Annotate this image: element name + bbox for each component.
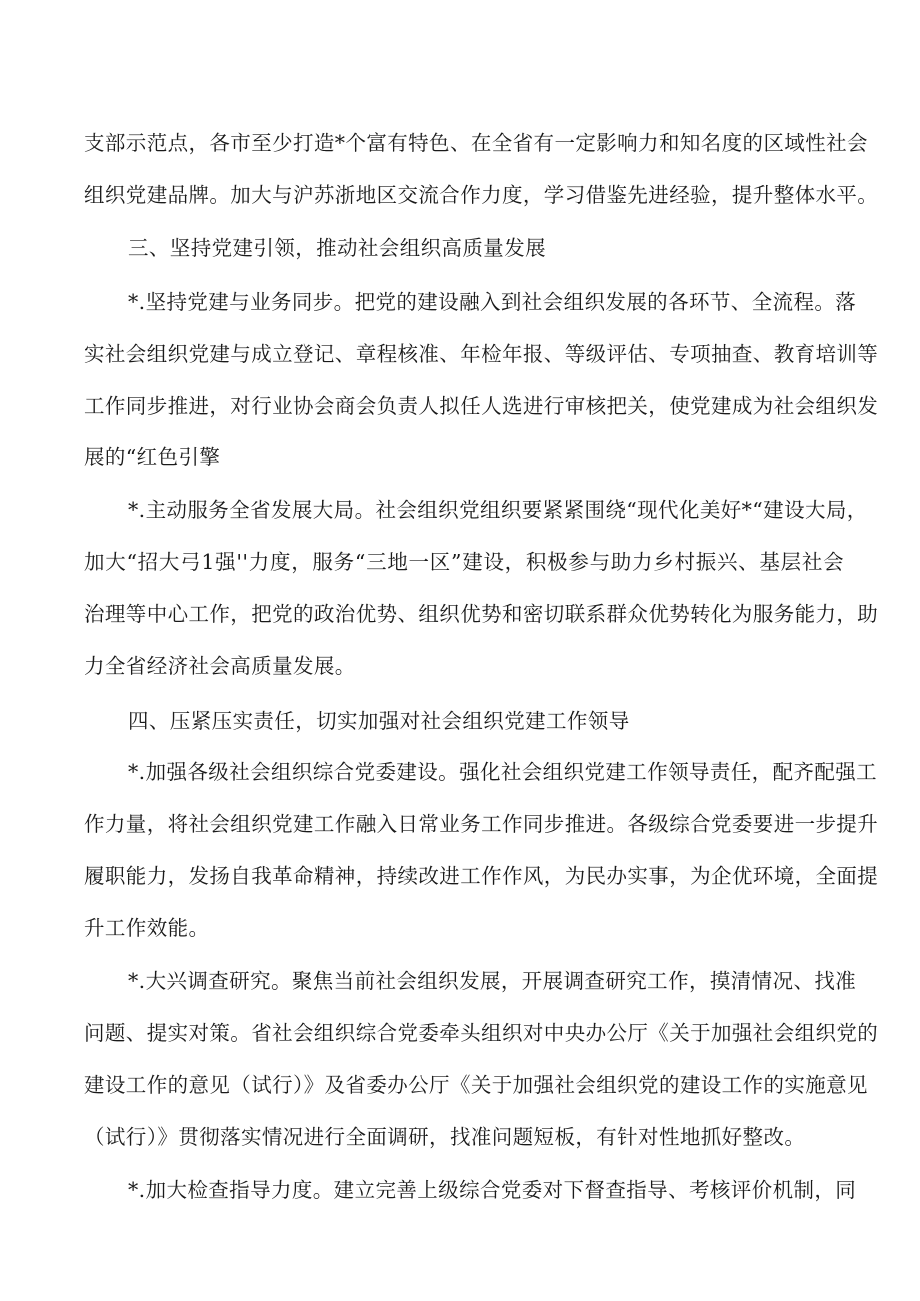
paragraph-line: 问题、提实对策。省社会组织综合党委牵头组织对中央办公厅《关于加强社会组织党的: [84, 1021, 879, 1045]
paragraph-line: 工作同步推进，对行业协会商会负责人拟任人选进行审核把关，使党建成为社会组织发: [84, 394, 879, 418]
paragraph-line: *.大兴调查研究。聚焦当前社会组织发展，开展调查研究工作，摸清情况、找准: [128, 969, 857, 993]
paragraph-line: 作力量，将社会组织党建工作融入日常业务工作同步推进。各级综合党委要进一步提升: [84, 812, 879, 836]
paragraph-line: 支部示范点，各市至少打造*个富有特色、在全省有一定影响力和知名度的区域性社会: [84, 131, 868, 155]
paragraph-line: 加大“招大弓1强''力度，服务“三地一区”建设，积极参与助力乡村振兴、基层社会: [84, 550, 844, 574]
paragraph-line: （试行）》贯彻落实情况进行全面调研，找准问题短板，有针对性地抓好整改。: [84, 1125, 806, 1149]
paragraph-line: *.坚持党建与业务同步。把党的建设融入到社会组织发展的各环节、全流程。落: [128, 290, 857, 314]
paragraph-line: 实社会组织党建与成立登记、章程核准、年检年报、等级评估、专项抽查、教育培训等: [84, 342, 879, 366]
paragraph-line: *.主动服务全省发展大局。社会组织党组织要紧紧围绕“现代化美好*“建设大局，: [128, 498, 868, 522]
section-heading: 三、坚持党建引领，推动社会组织高质量发展: [128, 236, 546, 260]
paragraph-line: 展的“红色引擎: [84, 445, 221, 469]
paragraph-line: 履职能力，发扬自我革命精神，持续改进工作作风，为民办实事，为企优环境，全面提: [84, 864, 879, 888]
paragraph-line: 力全省经济社会高质量发展。: [84, 654, 356, 678]
paragraph-line: 治理等中心工作，把党的政治优势、组织优势和密切联系群众优势转化为服务能力，助: [84, 602, 879, 626]
paragraph-line: *.加大检查指导力度。建立完善上级综合党委对下督查指导、考核评价机制，同: [128, 1178, 857, 1202]
paragraph-line: 建设工作的意见（试行）》及省委办公厅《关于加强社会组织党的建设工作的实施意见: [84, 1073, 868, 1097]
paragraph-line: 组织党建品牌。加大与沪苏浙地区交流合作力度，学习借鉴先进经验，提升整体水平。: [84, 183, 879, 207]
paragraph-line: *.加强各级社会组织综合党委建设。强化社会组织党建工作领导责任，配齐配强工: [128, 760, 878, 784]
section-heading: 四、压紧压实责任，切实加强对社会组织党建工作领导: [128, 709, 630, 733]
paragraph-line: 升工作效能。: [84, 916, 210, 940]
